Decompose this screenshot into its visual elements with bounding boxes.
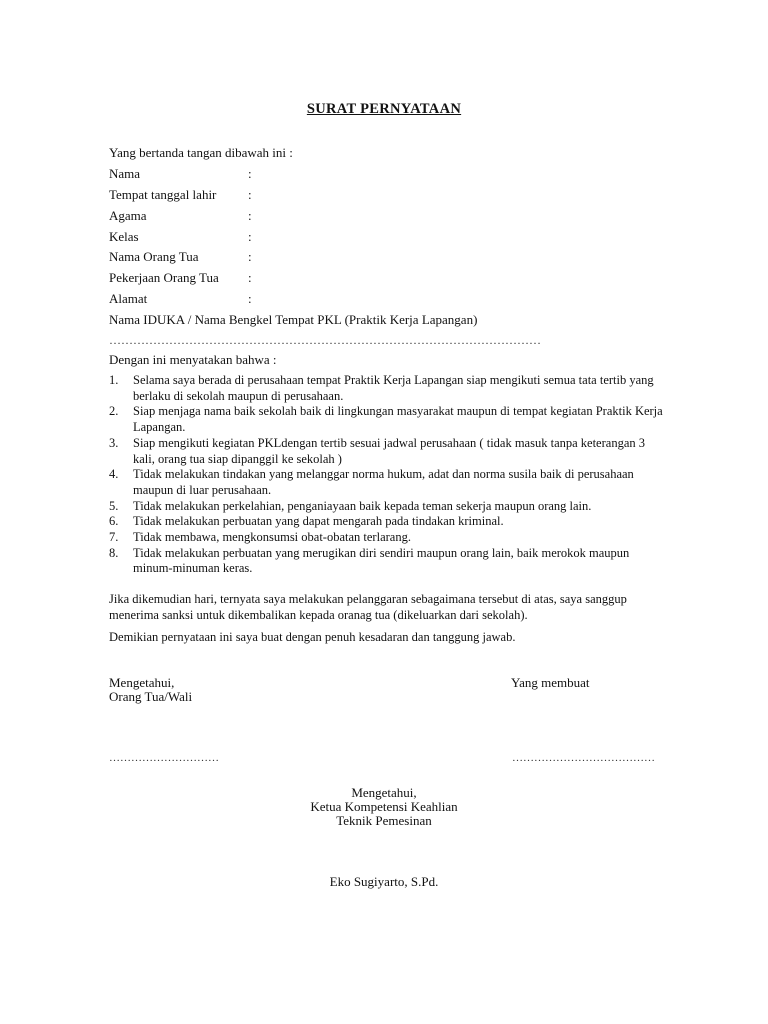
list-item-text: Tidak melakukan perkelahian, penganiayaan baik kepada teman sekerja maupun orang lain. bbox=[133, 498, 592, 513]
field-colon: : bbox=[248, 166, 252, 181]
list-item bbox=[109, 404, 669, 435]
field-label-agama: Agama bbox=[109, 208, 147, 223]
field-colon: : bbox=[248, 249, 252, 264]
list-item-number: 5. bbox=[109, 498, 119, 513]
field-label-tempat-tanggal-lahir: Tempat tanggal lahir bbox=[109, 187, 217, 202]
iduka-label: Nama IDUKA / Nama Bengkel Tempat PKL (Praktik Kerja Lapangan) bbox=[109, 312, 478, 327]
list-item-text: Selama saya berada di perusahaan tempat Praktik Kerja Lapangan siap mengikuti semua tata tertib yang berlaku di sekolah maupun di perusahaan. bbox=[133, 373, 654, 403]
intro-text: Yang bertanda tangan dibawah ini : bbox=[109, 145, 293, 160]
list-item-number: 7. bbox=[109, 530, 119, 545]
sign-bottom-role: Ketua Kompetensi Keahlian bbox=[310, 799, 458, 814]
list-item-number: 2. bbox=[109, 404, 119, 419]
list-item-text: Tidak melakukan perbuatan yang merugikan diri sendiri maupun orang lain, baik merokok maupun minum-minuman keras. bbox=[133, 545, 630, 576]
sign-bottom-department: Teknik Pemesinan bbox=[336, 813, 432, 828]
list-item bbox=[109, 373, 669, 404]
sign-left-dotted-line: ………………………… bbox=[109, 752, 219, 764]
field-label-pekerjaan-orang-tua: Pekerjaan Orang Tua bbox=[109, 270, 219, 285]
statement-list bbox=[109, 373, 669, 577]
list-item-text: Siap menjaga nama baik sekolah baik di lingkungan masyarakat maupun di tempat kegiatan Praktik Kerja Lapangan. bbox=[133, 404, 663, 435]
list-item-text: Tidak melakukan perbuatan yang dapat mengarah pada tindakan kriminal. bbox=[133, 514, 504, 529]
sign-bottom-name: Eko Sugiyarto, S.Pd. bbox=[329, 874, 439, 889]
field-label-alamat: Alamat bbox=[109, 291, 148, 306]
sign-left-role: Orang Tua/Wali bbox=[109, 689, 193, 704]
field-colon: : bbox=[248, 208, 252, 223]
list-item-text: Tidak melakukan tindakan yang melanggar norma hukum, adat dan norma susila baik di perusahaan maupun di luar perusahaan. bbox=[133, 467, 634, 497]
document-title: SURAT PERNYATAAN bbox=[306, 101, 462, 117]
list-item-number: 1. bbox=[109, 373, 119, 387]
list-item bbox=[109, 530, 669, 546]
statement-intro: Dengan ini menyatakan bahwa : bbox=[109, 352, 277, 367]
list-item bbox=[109, 546, 669, 577]
field-label-nama-orang-tua: Nama Orang Tua bbox=[109, 249, 199, 264]
field-colon: : bbox=[248, 270, 252, 285]
sign-bottom-heading: Mengetahui, bbox=[351, 785, 417, 800]
field-label-nama: Nama bbox=[109, 166, 141, 181]
list-item-text: Siap mengikuti kegiatan PKLdengan tertib sesuai jadwal perusahaan ( tidak masuk tanpa keterangan 3 kali, orang tua siap dipanggil ke sekolah ) bbox=[133, 435, 645, 466]
list-item bbox=[109, 436, 669, 467]
closing-paragraph: Demikian pernyataan ini saya buat dengan penuh kesadaran dan tanggung jawab. bbox=[109, 630, 516, 644]
iduka-dotted-line: ……………………………………………………………………………………………… bbox=[109, 333, 541, 347]
list-item-number: 6. bbox=[109, 514, 119, 529]
list-item-number: 8. bbox=[109, 545, 119, 560]
sign-left-heading: Mengetahui, bbox=[109, 675, 175, 690]
list-item-number: 3. bbox=[109, 435, 119, 450]
field-colon: : bbox=[248, 187, 252, 202]
list-item-text: Tidak membawa, mengkonsumsi obat-obatan terlarang. bbox=[133, 530, 411, 545]
list-item bbox=[109, 514, 669, 530]
field-label-kelas: Kelas bbox=[109, 229, 139, 244]
field-colon: : bbox=[248, 229, 252, 244]
sanction-paragraph: Jika dikemudian hari, ternyata saya melakukan pelanggaran sebagaimana tersebut di atas, saya sanggup menerima sanksi untuk dikembalikan kepada oranag tua (dikeluarkan dari sekolah). bbox=[109, 592, 627, 622]
list-item-number: 4. bbox=[109, 467, 119, 482]
sign-right-heading: Yang membuat bbox=[511, 675, 590, 690]
field-colon: : bbox=[248, 291, 252, 306]
sign-right-dotted-line: ………………………………… bbox=[512, 752, 655, 764]
list-item bbox=[109, 467, 669, 498]
list-item bbox=[109, 499, 669, 515]
